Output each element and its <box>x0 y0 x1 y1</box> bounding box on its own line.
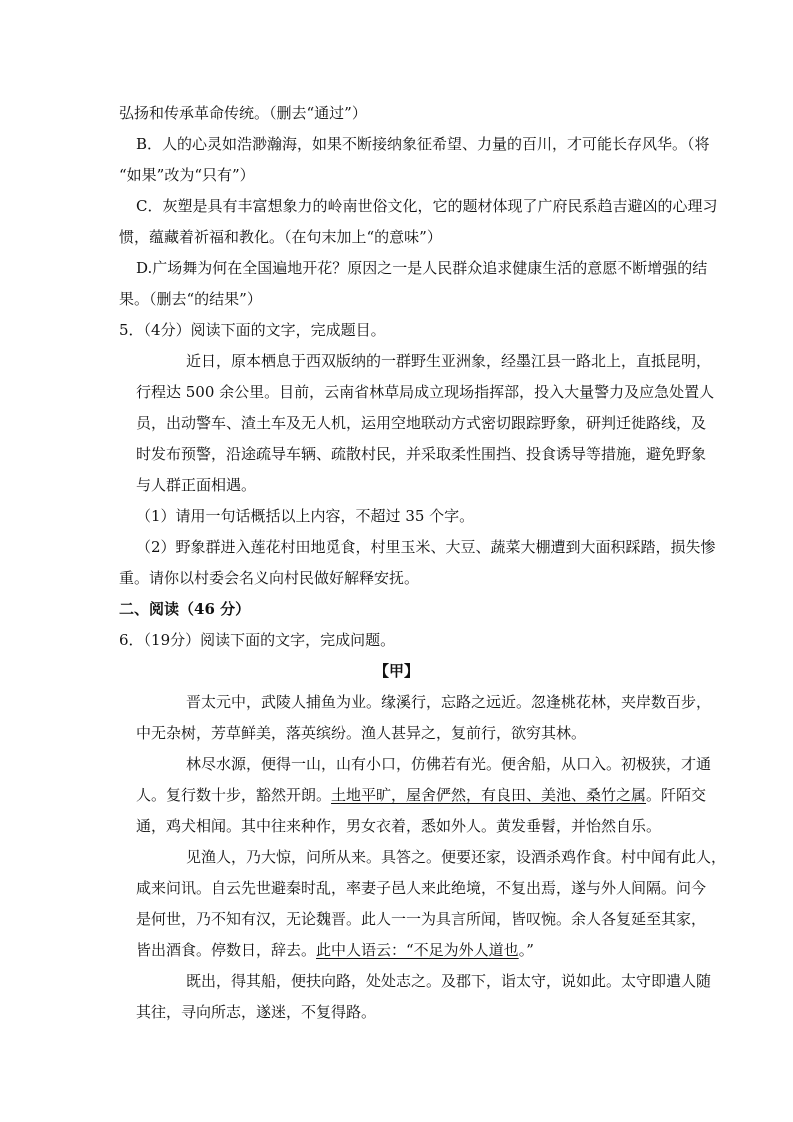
passage-line: 见渔人，乃大惊，问所从来。具答之。便要还家，设酒杀鸡作食。村中闻有此人， <box>186 848 727 866</box>
text-segment: 人。复行数十步，豁然开朗。 <box>136 786 332 804</box>
underlined-sentence: 此中人语云：“不足为外人道也 <box>316 941 519 959</box>
q4-option-b-line2: “如果”改为“只有”） <box>119 166 255 184</box>
q6-header: 6．（19分）阅读下面的文字，完成问题。 <box>119 631 396 649</box>
q4-option-b-line1: B．人的心灵如浩渺瀚海，如果不断接纳象征希望、力量的百川，才可能长存风华。（将 <box>136 135 710 153</box>
q4-option-a-tail: 弘扬和传承革命传统。（删去“通过”） <box>119 104 367 122</box>
q5-sub1: （1）请用一句话概括以上内容，不超过 35 个字。 <box>136 507 475 525</box>
passage-line: 既出，得其船，便扶向路，处处志之。及郡下，诣太守，说如此。太守即遣人随 <box>186 972 712 990</box>
q4-option-d-line2: 果。（删去“的结果”） <box>119 290 262 308</box>
text-segment: 。阡陌交 <box>646 786 707 804</box>
text-segment: 。” <box>518 941 534 959</box>
q5-sub2-line2: 重。请你以村委会名义向村民做好解释安抚。 <box>119 569 420 587</box>
passage-line: 中无杂树，芳草鲜美，落英缤纷。渔人甚异之，复前行，欲穷其林。 <box>136 724 587 742</box>
passage-line-underlined <box>136 940 534 960</box>
q5-sub2-line1: （2）野象群进入莲花村田地觅食，村里玉米、大豆、蔬菜大棚遭到大面积踩踏，损失惨 <box>136 538 716 556</box>
q4-option-c-line1: C．灰塑是具有丰富想象力的岭南世俗文化，它的题材体现了广府民系趋吉避凶的心理习 <box>136 197 718 215</box>
passage-line: 咸来问讯。自云先世避秦时乱，率妻子邑人来此绝境，不复出焉，遂与外人间隔。问今 <box>136 879 707 897</box>
passage-line: 晋太元中，武陵人捕鱼为业。缘溪行，忘路之远近。忽逢桃花林，夹岸数百步， <box>186 693 712 711</box>
passage-line: 是何世，乃不知有汉，无论魏晋。此人一一为具言所闻，皆叹惋。余人各复延至其家， <box>136 910 707 928</box>
passage-line: 其往，寻向所志，遂迷，不复得路。 <box>136 1003 377 1021</box>
q5-header: 5．（4分）阅读下面的文字，完成题目。 <box>119 321 386 339</box>
q5-para-line: 行程达 500 余公里。目前，云南省林草局成立现场指挥部，投入大量警力及应急处置人 <box>136 383 715 401</box>
passage-title-jia: 【甲】 <box>374 662 420 680</box>
q4-option-c-line2: 惯，蕴藏着祈福和教化。（在句末加上“的意味”） <box>119 228 442 246</box>
underlined-sentence: 土地平旷，屋舍俨然，有良田、美池、桑竹之属 <box>331 786 647 804</box>
section-heading: 二、阅读（46 分） <box>119 600 251 618</box>
q5-para-line: 近日，原本栖息于西双版纳的一群野生亚洲象，经墨江县一路北上，直抵昆明， <box>186 352 712 370</box>
text-segment: 皆出酒食。停数日，辞去。 <box>136 941 317 959</box>
passage-line: 通，鸡犬相闻。其中往来种作，男女衣着，悉如外人。黄发垂髫，并怡然自乐。 <box>136 817 662 835</box>
q5-para-line: 时发布预警，沿途疏导车辆、疏散村民，并采取柔性围挡、投食诱导等措施，避免野象 <box>136 445 707 463</box>
q4-option-d-line1: D.广场舞为何在全国遍地开花？原因之一是人民群众追求健康生活的意愿不断增强的结 <box>136 259 708 277</box>
passage-line-underlined <box>136 785 706 805</box>
passage-line: 林尽水源，便得一山，山有小口，仿佛若有光。便舍船，从口入。初极狭，才通 <box>186 755 712 773</box>
q5-para-line: 员，出动警车、渣土车及无人机，运用空地联动方式密切跟踪野象，研判迁徙路线，及 <box>136 414 707 432</box>
q5-para-line: 与人群正面相遇。 <box>136 476 257 494</box>
